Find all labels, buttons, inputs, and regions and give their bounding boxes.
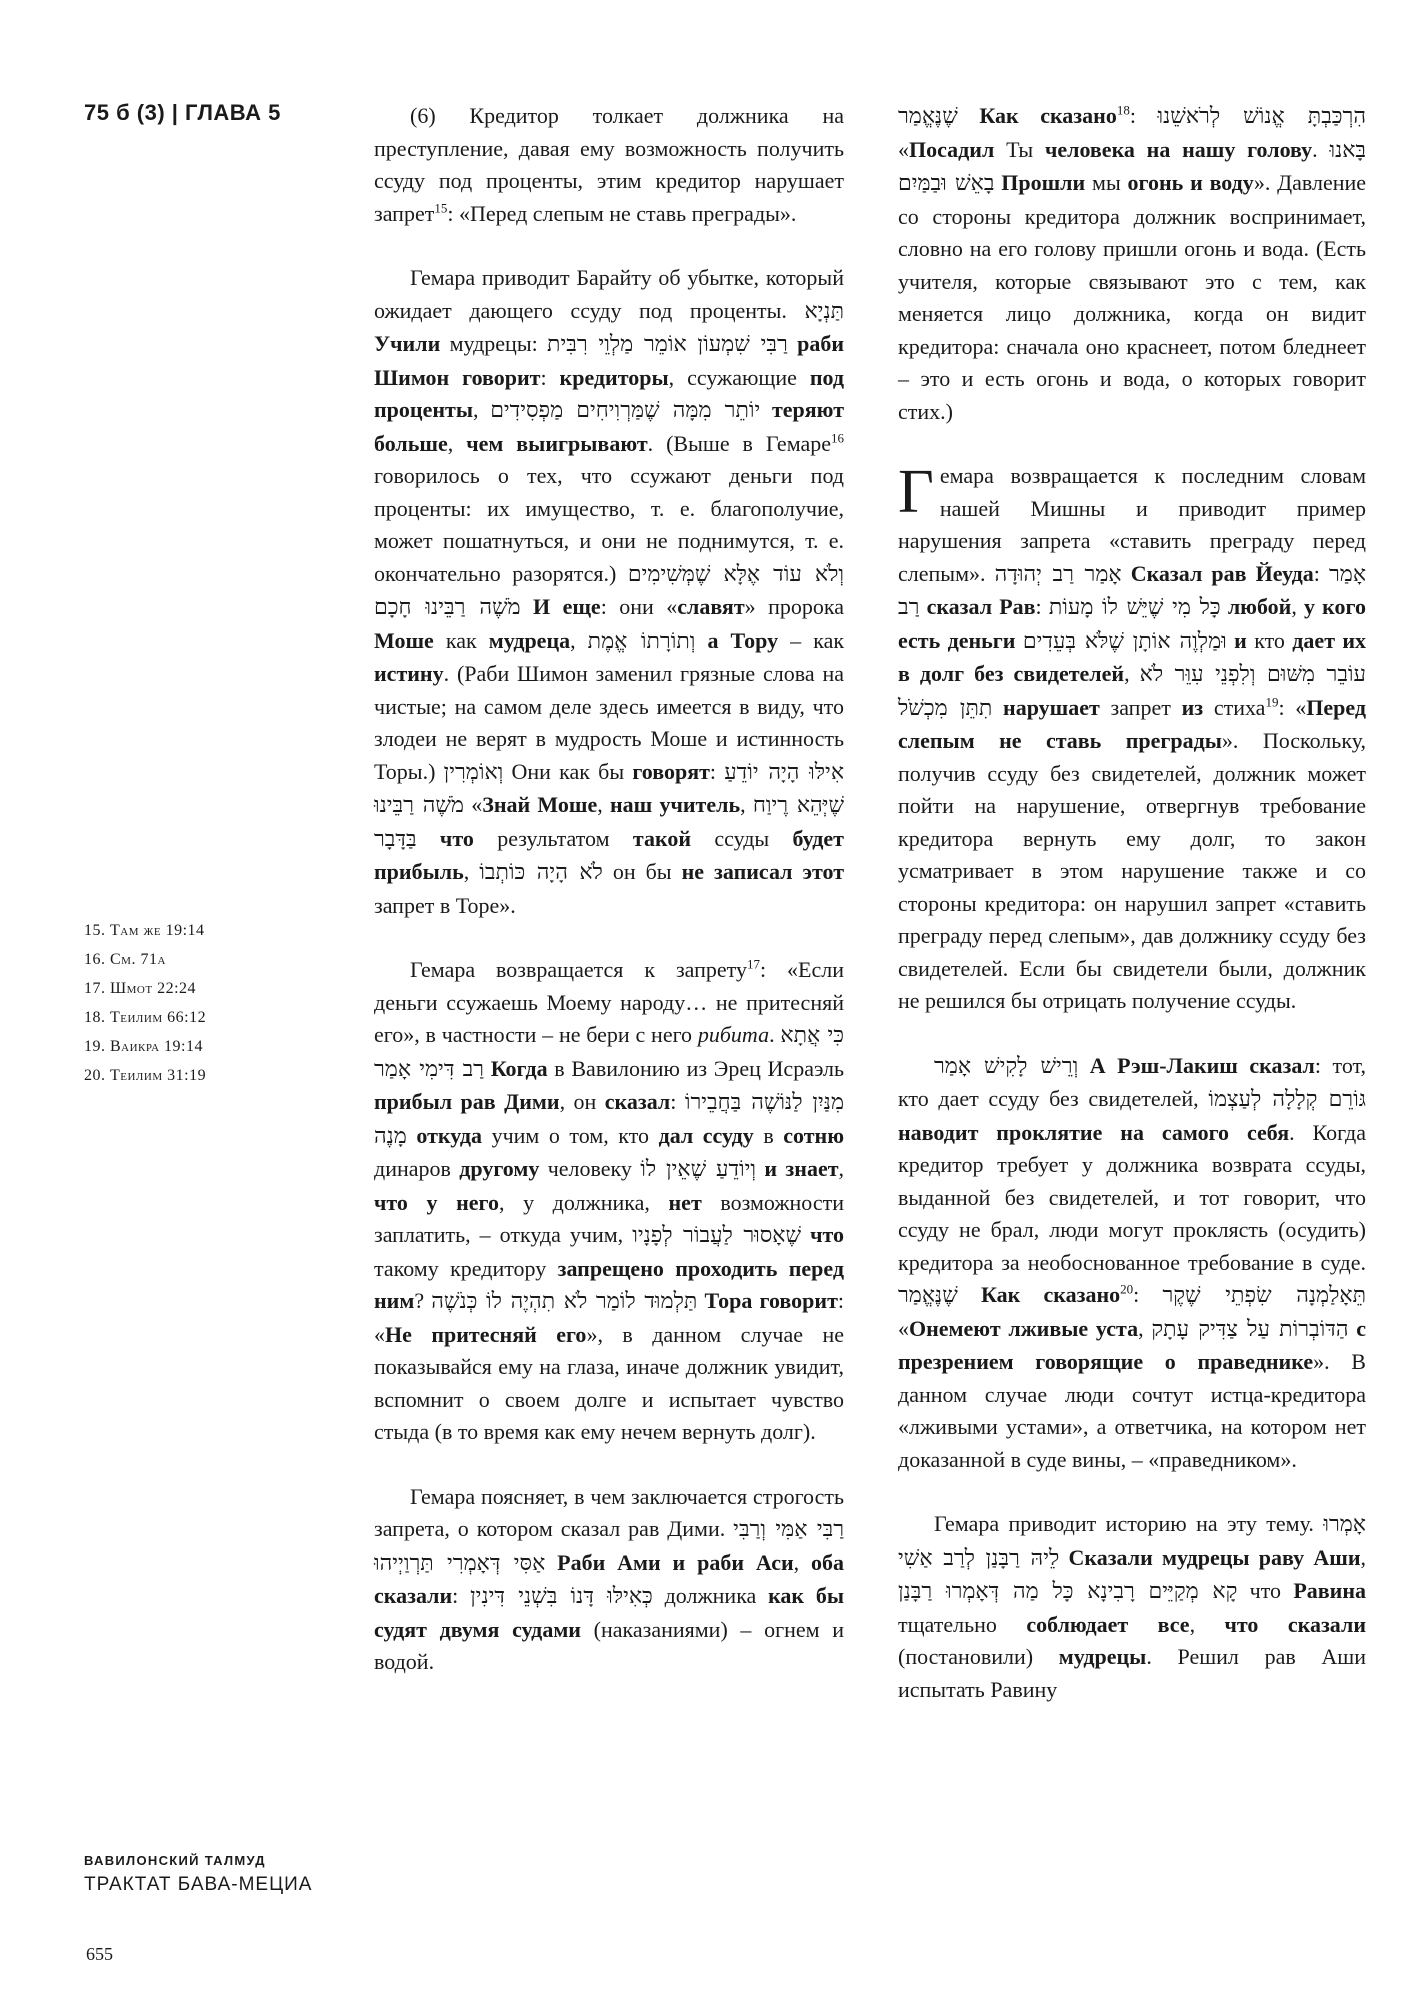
footnote-ref: 20 (1120, 1281, 1134, 1297)
footnotes (84, 916, 314, 1090)
footnote-ref: 16 (831, 430, 844, 446)
hebrew-text: שֶׁאָסוּר לַעֲבוֹר לְפָנָיו (632, 1223, 802, 1248)
footnote-20: 20. Теилим 31:19 (84, 1067, 207, 1084)
paragraph: Гемара приводит историю на эту тему. אָמְרוּ לֵיהּ רַבָּנַן לְרַב אַשִׁי Сказали мудрецы раву Аши, קָא מְקַיֵּים רָבִינָא כָּל מַה דְּאָמְרוּ רַבָּנַן что Равина тщательно соблюдает все, что сказали (постановили) мудрецы. Решил рав Аши испытать Равину (898, 1511, 1367, 1702)
hebrew-text: קָא מְקַיֵּים רָבִינָא כָּל מַה דְּאָמְרוּ רַבָּנַן (898, 1579, 1238, 1604)
hebrew-text: שֶׁנֶּאֱמַר (898, 104, 958, 129)
footnote-ref: 18 (1116, 102, 1130, 118)
colophon (84, 1852, 334, 1900)
hebrew-text: וְיוֹדֵעַ שֶׁאֵין לוֹ (640, 1157, 757, 1182)
hebrew-text: הַדּוֹבְרוֹת עַל צַדִּיק עָתָק (1151, 1316, 1349, 1342)
hebrew-text: וְלֹא עוֹד אֶלָּא שֶׁמְּשִׁימִים מֹשֶׁה רַבֵּינוּ חָכָם (374, 561, 844, 620)
hebrew-text: מִנַּיִן לַנּוֹשֶׁה בַּחֲבֵירוֹ מָנֶה (374, 1090, 845, 1149)
footnote-16: 16. См. 71а (84, 951, 166, 968)
hebrew-text: כִּי אֲתָא רַב דִּימִי אָמַר (374, 1023, 845, 1082)
hebrew-text: רַבִּי אַמִּי וְרַבִּי אַסִּי דְּאָמְרִי תַּרְוַיְיהוּ (374, 1517, 845, 1576)
hebrew-text: כָּל מִי שֶׁיֵּשׁ לוֹ מָעוֹת (1048, 595, 1221, 620)
paragraph: Гемара возвращается к последним словам нашей Мишны и приводит пример нарушения запрета «ставить преграду перед слепым». אָמַר רַב יְהוּדָה Сказал рав Йеуда: אָמַר רַב сказал Рав: כָּל מִי שֶׁיֵּשׁ לוֹ מָעוֹת любой, у кого есть деньги וּמַלְוֶה אוֹתָן שֶׁלֹּא בְּעֵדִים и кто дает их в долг без свидетелей, עוֹבֵר מִשּׁוּם וְלִפְנֵי עִוֵּר לֹא תִתֵּן מִכְשֹׁל нарушает запрет из стиха$^{19}$: «Перед слепым не ставь преграды». Поскольку, получив ссуду без свидетелей, должник может пойти на нарушение, отвергнув требование кредитора вернуть ему долг, то закон усматривает в этом нарушение также и со стороны кредитора: он нарушил запрет «ставить преграду перед слепым», дав должнику ссуду без свидетелей. Если бы свидетели были, должник не решился бы отрицать получение ссуды. (898, 458, 1367, 1013)
paragraph: שֶׁנֶּאֱמַר Как сказано$^{18}$: הִרְכַּבְתָּ אֱנוֹשׁ לְרֹאשֵׁנוּ «Посадил Ты человека на нашу голову. בָּאנוּ בָאֵשׁ וּבַמַּיִם Прошли мы огонь и воду». Давление со стороны кредитора должник воспринимает, словно на его голову пришли огонь и вода. (Есть учителя, которые связывают это с тем, как меняется лицо должника, когда он видит кредитора: сначала оно краснеет, потом бледнеет – это и есть огонь и вода, о которых говорит стих.) (898, 102, 1367, 424)
hebrew-text: וְאוֹמְרִין (443, 759, 504, 785)
hebrew-text: תַּנְיָא (804, 298, 845, 324)
hebrew-text: אִילּוּ הָיָה יוֹדֵעַ מֹשֶׁה רַבֵּינוּ (374, 759, 845, 818)
footnote-ref: 15 (434, 200, 448, 216)
colophon-series: ВАВИЛОНСКИЙ ТАЛМУД (84, 1853, 266, 1868)
running-head: 75 б (3) | ГЛАВА 5 (84, 100, 281, 125)
paragraph: (6) Кредитор толкает должника на преступление, давая ему возможность получить ссуду под проценты, этим кредитор нарушает запрет$^{15}$: «Перед слепым не ставь преграды». (374, 103, 844, 226)
hebrew-text: שֶׁיְּהֵא רֶיוַח בַּדָּבָר (374, 793, 845, 852)
hebrew-text: וּמַלְוֶה אוֹתָן שֶׁלֹּא בְּעֵדִים (1022, 628, 1227, 654)
hebrew-text: עוֹבֵר מִשּׁוּם וְלִפְנֵי עִוֵּר לֹא תִתֵּן מִכְשֹׁל (898, 662, 1366, 721)
hebrew-text: בָּאנוּ בָאֵשׁ וּבַמַּיִם (898, 137, 1367, 196)
paragraph: Гемара приводит Барайту об убытке, который ожидает дающего ссуду под проценты. תַּנְיָא Учили мудрецы: רַבִּי שִׁמְעוֹן אוֹמֵר מַלְוֵי רִבִּית раби Шимон говорит: кредиторы, ссужающие под проценты, יוֹתֵר מִמָּה שֶׁמַּרְוִיחִים מַפְסִידִים теряют больше, чем выигрывают. (Выше в Гемаре$^{16}$ говорилось о тех, что ссужают деньги под проценты: их имущество, т. е. благополучие, может пошатнуться, и они не поднимутся, т. е. окончательно разорятся.) וְלֹא עוֹד אֶלָּא שֶׁמְּשִׁימִים מֹשֶׁה רַבֵּינוּ חָכָם И еще: они «славят» пророка Моше как мудреца, וְתוֹרָתוֹ אֱמֶת а Тору – как истину. (Раби Шимон заменил грязные слова на чистые; на самом деле здесь имеется в виду, что злодеи не верят в мудрость Моше и истинность Торы.) וְאוֹמְרִין Они как бы говорят: אִילּוּ הָיָה יוֹדֵעַ מֹשֶׁה רַבֵּינוּ «Знай Моше, наш учитель, שֶׁיְּהֵא רֶיוַח בַּדָּבָר что результатом такой ссуды будет прибыль, לֹא הָיָה כּוֹתְבוֹ он бы не записал этот запрет в Торе». (374, 265, 845, 918)
hebrew-text: וְרֵישׁ לָקִישׁ אָמַר (934, 1053, 1079, 1079)
footnote-15: 15. Там же 19:14 (84, 922, 205, 939)
paragraph: Гемара возвращается к запрету$^{17}$: «Если деньги ссужаешь Моему народу… не притесняй его», в частности – не бери с него рибита. כִּי אֲתָא רַב דִּימִי אָמַר Когда в Вавилонию из Эрец Исраэль прибыл рав Дими, он сказал: מִנַּיִן לַנּוֹשֶׁה בַּחֲבֵירוֹ מָנֶה откуда учим о том, кто дал ссуду в сотню динаров другому человеку וְיוֹדֵעַ שֶׁאֵין לוֹ и знает, что у него, у должника, нет возможности заплатить, – откуда учим, שֶׁאָסוּר לַעֲבוֹר לְפָנָיו что такому кредитору запрещено проходить перед ним? תַּלְמוּד לוֹמַר לֹא תִהְיֶה לוֹ כְּנֹשֶׁה Тора говорит: «Не притесняй его», в данном случае не показывайся ему на глаза, иначе должник увидит, вспомнит о своем долге и испытает чувство стыда (в то время как ему нечем вернуть долг). (374, 956, 845, 1444)
footnote-17: 17. Шмот 22:24 (84, 980, 197, 997)
hebrew-text: כְּאִילּוּ דָּנוֹ בִּשְׁנֵי דִּינִין (470, 1584, 653, 1609)
page-number: 655 (86, 1944, 113, 1964)
hebrew-text: הִרְכַּבְתָּ אֱנוֹשׁ לְרֹאשֵׁנוּ (1157, 104, 1367, 129)
footnote-ref: 17 (746, 956, 760, 972)
hebrew-text: גּוֹרֵם קְלָלָה לְעַצְמוֹ (1208, 1087, 1367, 1112)
footnote-19: 19. Ваикра 19:14 (84, 1038, 203, 1055)
hebrew-text: וְתוֹרָתוֹ אֱמֶת (587, 628, 696, 654)
footnote-18: 18. Теилим 66:12 (84, 1009, 207, 1026)
hebrew-text: לֹא הָיָה כּוֹתְבוֹ (479, 860, 603, 885)
text-column-1 (374, 100, 844, 1711)
drop-cap: Г (898, 458, 934, 526)
hebrew-text: שֶׁנֶּאֱמַר (898, 1283, 958, 1308)
hebrew-text: תַּלְמוּד לוֹמַר לֹא תִהְיֶה לוֹ כְּנֹשֶׁה (431, 1289, 698, 1314)
hebrew-text: תֵּאָלַמְנָה שִׂפְתֵי שֶׁקֶר (1162, 1283, 1366, 1308)
colophon-tractate: ТРАКТАТ БАВА-МЕЦИА (84, 1874, 313, 1895)
hebrew-text: יוֹתֵר מִמָּה שֶׁמַּרְוִיחִים מַפְסִידִים (490, 398, 761, 423)
footnote-ref: 19 (1265, 694, 1279, 710)
hebrew-text: רַבִּי שִׁמְעוֹן אוֹמֵר מַלְוֵי רִבִּית (547, 332, 788, 357)
hebrew-text: אָמַר רַב (898, 561, 1367, 620)
text-column-2 (898, 100, 1366, 1738)
hebrew-text: אָמַר רַב יְהוּדָה (994, 561, 1122, 587)
paragraph: Гемара поясняет, в чем заключается строгость запрета, о котором сказал рав Дими. רַבִּי אַמִּי וְרַבִּי אַסִּי דְּאָמְרִי תַּרְוַיְיהוּ Раби Ами и раби Аси, оба сказали: כְּאִילּוּ דָּנוֹ בִּשְׁנֵי דִּינִין должника как бы судят двумя судами (наказаниями) – огнем и водой. (374, 1483, 845, 1674)
paragraph: וְרֵישׁ לָקִישׁ אָמַר А Рэш-Лакиш сказал: тот, кто дает ссуду без свидетелей, גּוֹרֵם קְלָלָה לְעַצְמוֹ наводит проклятие на самого себя. Когда кредитор требует у должника возврата ссуды, выданной без свидетелей, и тот говорит, что ссуду не брал, люди могут проклясть (осудить) кредитора за необоснованное требование в суде. שֶׁנֶּאֱמַר Как сказано$^{20}$: תֵּאָלַמְנָה שִׂפְתֵי שֶׁקֶר «Онемеют лживые уста, הַדּוֹבְרוֹת עַל צַדִּיק עָתָק с презрением говорящие о праведнике». В данном случае люди сочтут истца-кредитора «лживыми устами», а ответчика, на котором нет доказанной в суде вины, – «праведником». (898, 1052, 1367, 1472)
hebrew-text: אָמְרוּ לֵיהּ רַבָּנַן לְרַב אַשִׁי (898, 1512, 1366, 1571)
